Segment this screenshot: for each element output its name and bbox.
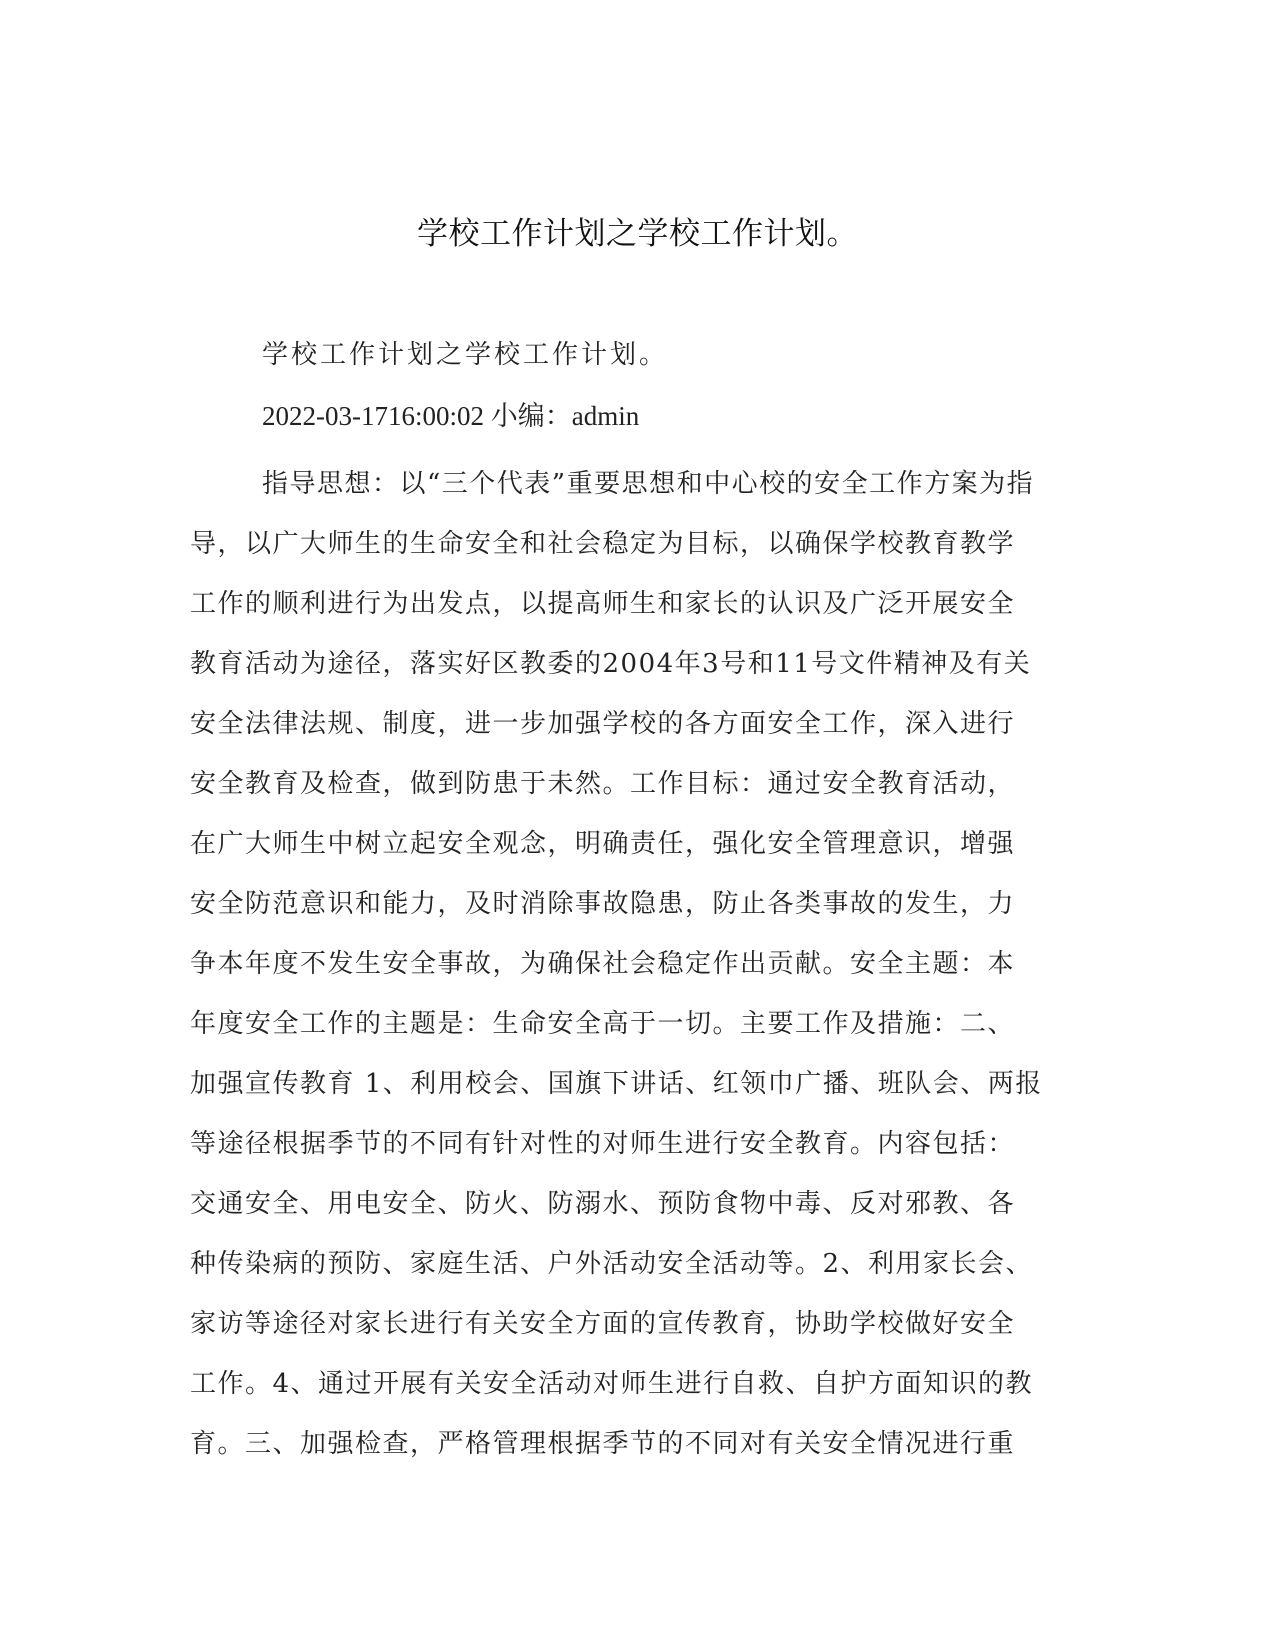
paragraph-line: 指导思想：以“三个代表”重要思想和中心校的安全工作方案为指: [262, 469, 1035, 499]
paragraph-line: 家访等途径对家长进行有关安全方面的宣传教育，协助学校做好安全: [190, 1309, 1016, 1339]
paragraph-line: 安全法律法规、制度，进一步加强学校的各方面安全工作，深入进行: [190, 709, 1016, 739]
paragraph-line: 加强宣传教育 1、利用校会、国旗下讲话、红领巾广播、班队会、两报: [190, 1069, 1043, 1099]
date-author-line: 2022-03-1716:00:02 小编：admin: [262, 401, 640, 431]
paragraph-line: 安全教育及检查，做到防患于未然。工作目标：通过安全教育活动，: [190, 769, 1016, 799]
paragraph-line: 工作。4、通过开展有关安全活动对师生进行自救、自护方面知识的教: [190, 1369, 1034, 1399]
paragraph-line: 在广大师生中树立起安全观念，明确责任，强化安全管理意识，增强: [190, 829, 1016, 859]
paragraph-line: 种传染病的预防、家庭生活、户外活动安全活动等。2、利用家长会、: [190, 1249, 1034, 1279]
paragraph-line: 年度安全工作的主题是：生命安全高于一切。主要工作及措施：二、: [190, 1009, 1016, 1039]
paragraph-line: 育。三、加强检查，严格管理根据季节的不同对有关安全情况进行重: [190, 1429, 1016, 1459]
paragraph-line: 教育活动为途径，落实好区教委的2004年3号和11号文件精神及有关: [190, 649, 1032, 679]
paragraph-line: 交通安全、用电安全、防火、防溺水、预防食物中毒、反对邪教、各: [190, 1189, 1016, 1219]
document-title: 学校工作计划之学校工作计划。: [417, 216, 858, 252]
paragraph-line: 等途径根据季节的不同有针对性的对师生进行安全教育。内容包括：: [190, 1129, 1016, 1159]
paragraph-line: 导，以广大师生的生命安全和社会稳定为目标，以确保学校教育教学: [190, 529, 1016, 559]
body-paragraph: [190, 454, 1090, 1474]
paragraph-line: 工作的顺利进行为出发点，以提高师生和家长的认识及广泛开展安全: [190, 589, 1016, 619]
document-subtitle: 学校工作计划之学校工作计划。: [262, 340, 669, 370]
paragraph-line: 争本年度不发生安全事故，为确保社会稳定作出贡献。安全主题：本: [190, 949, 1016, 979]
paragraph-line: 安全防范意识和能力，及时消除事故隐患，防止各类事故的发生，力: [190, 889, 1016, 919]
